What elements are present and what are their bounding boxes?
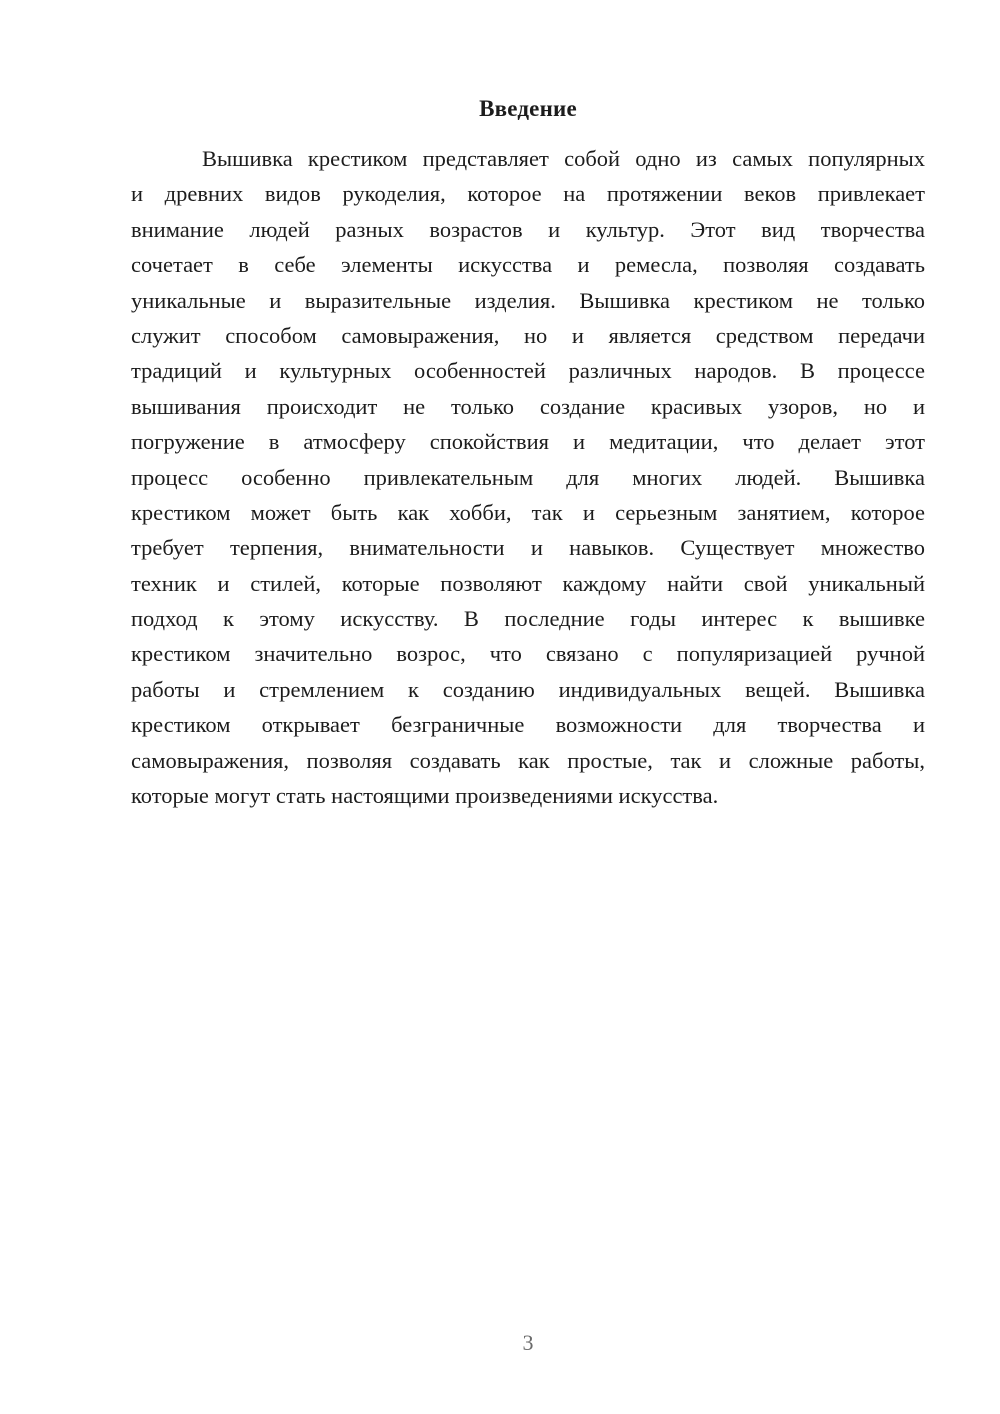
intro-paragraph [131, 141, 925, 813]
paragraph-line: работы и стремлением к созданию индивидуальных вещей. Вышивка [131, 676, 925, 702]
paragraph-line: вышивания происходит не только создание красивых узоров, но и [131, 393, 925, 419]
paragraph-line: крестиком значительно возрос, что связано с популяризацией ручной [131, 641, 925, 667]
page-title: Введение [479, 96, 577, 121]
paragraph-line: Вышивка крестиком представляет собой одно из самых популярных [202, 146, 925, 171]
paragraph-line: и древних видов рукоделия, которое на протяжении веков привлекает [131, 181, 925, 207]
page-number: 3 [522, 1330, 534, 1355]
paragraph-line: традиций и культурных особенностей различных народов. В процессе [131, 358, 925, 384]
paragraph-line: требует терпения, внимательности и навыков. Существует множество [131, 535, 925, 561]
paragraph-line: служит способом самовыражения, но и является средством передачи [131, 322, 925, 348]
paragraph-line: самовыражения, позволяя создавать как простые, так и сложные работы, [131, 747, 925, 773]
paragraph-line: подход к этому искусству. В последние годы интерес к вышивке [131, 606, 925, 632]
paragraph-line: процесс особенно привлекательным для многих людей. Вышивка [131, 464, 925, 490]
paragraph-line: которые могут стать настоящими произведениями искусства. [131, 783, 719, 809]
paragraph-line: погружение в атмосферу спокойствия и медитации, что делает этот [131, 429, 925, 455]
paragraph-line: уникальные и выразительные изделия. Вышивка крестиком не только [131, 287, 925, 313]
paragraph-line: крестиком может быть как хобби, так и серьезным занятием, которое [131, 499, 925, 525]
paragraph-line: внимание людей разных возрастов и культур. Этот вид творчества [131, 216, 925, 242]
paragraph-line: сочетает в себе элементы искусства и ремесла, позволяя создавать [131, 252, 925, 278]
paragraph-line: техник и стилей, которые позволяют каждому найти свой уникальный [131, 570, 925, 596]
paragraph-line: крестиком открывает безграничные возможности для творчества и [131, 712, 925, 738]
